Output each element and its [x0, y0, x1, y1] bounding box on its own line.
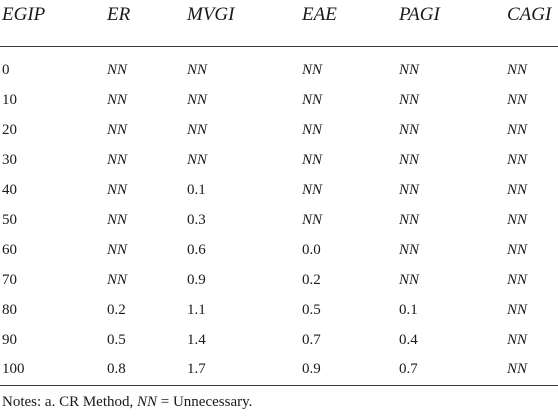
- table-cell-egip: 40: [2, 181, 17, 198]
- table-row: [0, 46, 558, 85]
- table-cell-egip: 90: [2, 331, 17, 348]
- table-cell-pagi: 0.4: [399, 331, 418, 348]
- table-cell-pagi: NN: [399, 62, 420, 79]
- column-header-egip: EGIP: [0, 0, 105, 46]
- table-cell-mvgi: 0.9: [187, 271, 206, 288]
- table-row: [0, 235, 558, 265]
- table-cell-pagi: 0.7: [397, 355, 505, 385]
- table-cell-eae: 0.9: [300, 355, 397, 385]
- table-cell-eae: 0.2: [302, 271, 321, 288]
- table-row: [0, 325, 558, 355]
- table-cell-eae: 0.0: [302, 241, 321, 258]
- table-cell-pagi: NN: [399, 151, 420, 168]
- column-header-cagi: CAGI: [505, 0, 558, 46]
- table-cell-eae: NN: [302, 121, 323, 138]
- table-cell-er: NN: [107, 241, 128, 258]
- table-cell-egip: 50: [2, 211, 17, 228]
- table-cell-mvgi: 1.1: [187, 301, 206, 318]
- notes-prefix: Notes: a. CR Method,: [2, 394, 137, 410]
- table-row: [0, 355, 558, 385]
- table-row: [0, 85, 558, 115]
- table-cell-eae: 0.7: [302, 331, 321, 348]
- table-cell-mvgi: NN: [187, 62, 208, 79]
- table-cell-er: NN: [107, 151, 128, 168]
- table-cell-mvgi: 0.1: [187, 181, 206, 198]
- table-cell-egip: 100: [0, 355, 105, 385]
- table-cell-cagi: NN: [507, 121, 528, 138]
- table-cell-eae: 0.5: [302, 301, 321, 318]
- table-cell-egip: 80: [2, 301, 17, 318]
- table-cell-pagi: NN: [399, 121, 420, 138]
- table-header: [0, 0, 558, 46]
- table-cell-egip: 30: [2, 151, 17, 168]
- table-cell-pagi: 0.1: [399, 301, 418, 318]
- table-cell-er: NN: [107, 91, 128, 108]
- column-header-er: ER: [105, 0, 185, 46]
- table-cell-mvgi: 0.3: [187, 211, 206, 228]
- table-cell-mvgi: NN: [187, 91, 208, 108]
- table-cell-cagi: NN: [507, 301, 528, 318]
- table-cell-mvgi: 1.7: [185, 355, 300, 385]
- table-cell-cagi: NN: [507, 181, 528, 198]
- table-cell-eae: NN: [302, 181, 323, 198]
- table-cell-cagi: NN: [505, 355, 558, 385]
- table-row: [0, 265, 558, 295]
- column-header-eae: EAE: [300, 0, 397, 46]
- table-cell-mvgi: NN: [187, 151, 208, 168]
- table-cell-er: 0.2: [107, 301, 126, 318]
- table-row: [0, 175, 558, 205]
- table-cell-mvgi: 1.4: [187, 331, 206, 348]
- table-cell-pagi: NN: [399, 241, 420, 258]
- table-cell-cagi: NN: [507, 271, 528, 288]
- column-header-pagi: PAGI: [397, 0, 505, 46]
- header-row: [0, 0, 558, 46]
- table-cell-eae: NN: [302, 62, 323, 79]
- table-cell-eae: NN: [302, 151, 323, 168]
- column-header-mvgi: MVGI: [185, 0, 300, 46]
- table-cell-er: 0.8: [105, 355, 185, 385]
- table-row: [0, 205, 558, 235]
- table-cell-cagi: NN: [507, 91, 528, 108]
- table-cell-egip: 20: [2, 121, 17, 138]
- table-cell-er: 0.5: [107, 331, 126, 348]
- table-cell-cagi: NN: [507, 151, 528, 168]
- table-cell-mvgi: 0.6: [187, 241, 206, 258]
- table-cell-er: NN: [107, 121, 128, 138]
- table-cell-egip: 0: [2, 62, 10, 79]
- table-cell-cagi: NN: [507, 62, 528, 79]
- table-cell-eae: NN: [302, 91, 323, 108]
- table-cell-cagi: NN: [507, 331, 528, 348]
- table-cell-pagi: NN: [399, 211, 420, 228]
- table-cell-mvgi: NN: [187, 121, 208, 138]
- table-notes: [2, 394, 252, 411]
- notes-abbreviation: NN: [137, 394, 158, 410]
- table-cell-pagi: NN: [399, 181, 420, 198]
- table-cell-cagi: NN: [507, 211, 528, 228]
- notes-suffix: = Unnecessary.: [157, 394, 253, 410]
- table-cell-egip: 10: [2, 91, 17, 108]
- table-cell-pagi: NN: [399, 91, 420, 108]
- table-cell-egip: 60: [2, 241, 17, 258]
- table-cell-cagi: NN: [507, 241, 528, 258]
- table-row: [0, 115, 558, 145]
- table-cell-eae: NN: [302, 211, 323, 228]
- table-body: [0, 46, 558, 385]
- table-cell-er: NN: [107, 181, 128, 198]
- table-cell-er: NN: [107, 211, 128, 228]
- table-cell-egip: 70: [2, 271, 17, 288]
- table-cell-pagi: NN: [399, 271, 420, 288]
- table-cell-er: NN: [107, 62, 128, 79]
- table-cell-er: NN: [107, 271, 128, 288]
- table-row: [0, 295, 558, 325]
- table-row: [0, 145, 558, 175]
